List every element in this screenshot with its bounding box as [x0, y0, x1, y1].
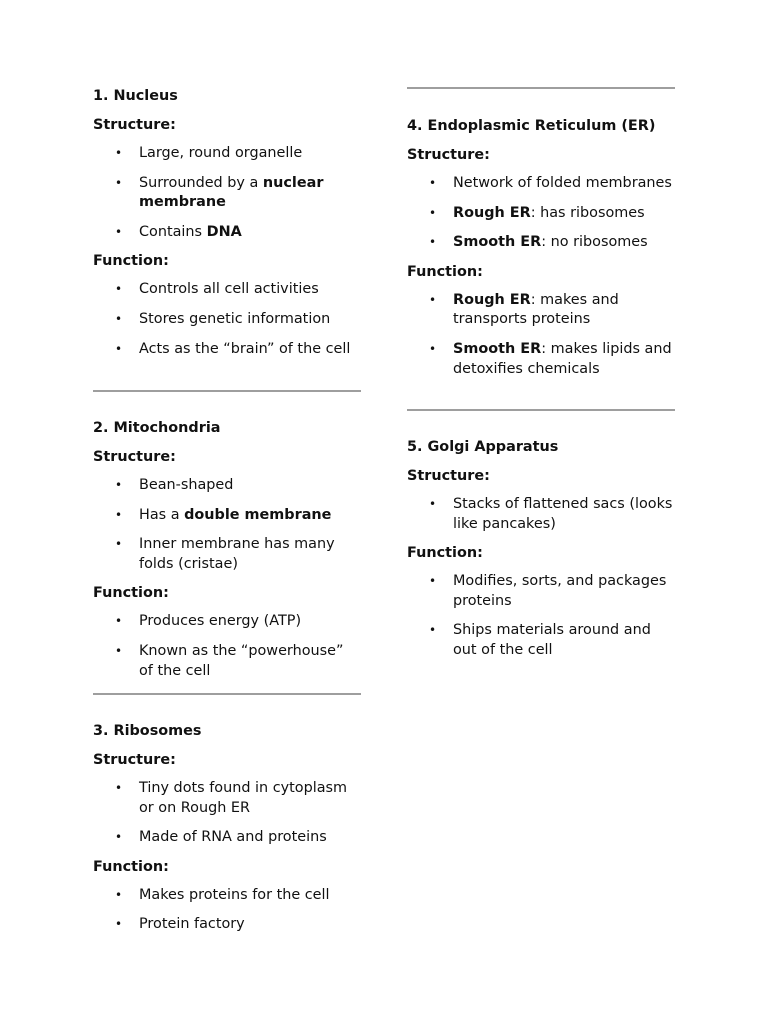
mitochondria-structure-heading: Structure:: [93, 449, 176, 465]
nucleus-function-list: [93, 280, 361, 359]
golgi-structure-heading: Structure:: [407, 468, 490, 484]
list-item: • Ships materials around and out of the cell: [407, 621, 675, 660]
ribosomes-section: [93, 721, 361, 944]
er-section: [407, 116, 675, 388]
list-item: • Made of RNA and proteins: [93, 828, 361, 848]
golgi-function-list: [407, 572, 675, 660]
list-item: • Rough ER: has ribosomes: [407, 204, 675, 224]
list-item: • Stores genetic information: [93, 310, 361, 330]
list-item: • Controls all cell activities: [93, 280, 361, 300]
ribosomes-function-list: [93, 886, 361, 935]
mitochondria-section: [93, 418, 361, 690]
list-item: • Smooth ER: makes lipids and detoxifies chemicals: [407, 340, 675, 379]
mitochondria-function-heading: Function:: [93, 585, 169, 602]
golgi-section: [407, 437, 675, 670]
nucleus-structure-list: [93, 144, 361, 242]
nucleus-structure-heading: Structure:: [93, 117, 176, 133]
list-item: • Known as the “powerhouse” of the cell: [93, 642, 361, 681]
list-item: • Contains DNA: [93, 223, 361, 243]
section-divider: [93, 390, 361, 392]
nucleus-title: 1. Nucleus: [93, 88, 178, 104]
nucleus-section: [93, 86, 361, 368]
mitochondria-title: 2. Mitochondria: [93, 420, 221, 436]
ribosomes-structure-list: [93, 779, 361, 848]
er-structure-heading: Structure:: [407, 147, 490, 163]
ribosomes-title: 3. Ribosomes: [93, 723, 202, 739]
list-item: • Smooth ER: no ribosomes: [407, 233, 675, 253]
list-item: • Large, round organelle: [93, 144, 361, 164]
list-item: • Surrounded by a nuclear membrane: [93, 174, 361, 213]
er-structure-list: [407, 174, 675, 253]
list-item: • Bean-shaped: [93, 476, 361, 496]
mitochondria-structure-list: [93, 476, 361, 574]
list-item: • Makes proteins for the cell: [93, 886, 361, 906]
list-item: • Network of folded membranes: [407, 174, 675, 194]
ribosomes-structure-heading: Structure:: [93, 752, 176, 768]
golgi-structure-list: [407, 495, 675, 534]
list-item: • Inner membrane has many folds (cristae): [93, 535, 361, 574]
list-item: • Tiny dots found in cytoplasm or on Rough ER: [93, 779, 361, 818]
er-function-heading: Function:: [407, 263, 483, 280]
list-item: • Has a double membrane: [93, 506, 361, 526]
er-title: 4. Endoplasmic Reticulum (ER): [407, 118, 656, 134]
section-divider: [407, 409, 675, 411]
list-item: • Stacks of flattened sacs (looks like pancakes): [407, 495, 675, 534]
mitochondria-function-list: [93, 612, 361, 681]
list-item: • Modifies, sorts, and packages proteins: [407, 572, 675, 611]
section-divider: [407, 87, 675, 89]
golgi-function-heading: Function:: [407, 545, 483, 562]
list-item: • Protein factory: [93, 915, 361, 935]
ribosomes-function-heading: Function:: [93, 858, 169, 875]
list-item: • Produces energy (ATP): [93, 612, 361, 632]
golgi-title: 5. Golgi Apparatus: [407, 439, 559, 455]
er-function-list: [407, 291, 675, 379]
nucleus-function-heading: Function:: [93, 253, 169, 270]
section-divider: [93, 693, 361, 695]
list-item: • Acts as the “brain” of the cell: [93, 340, 361, 360]
list-item: • Rough ER: makes and transports proteins: [407, 291, 675, 330]
